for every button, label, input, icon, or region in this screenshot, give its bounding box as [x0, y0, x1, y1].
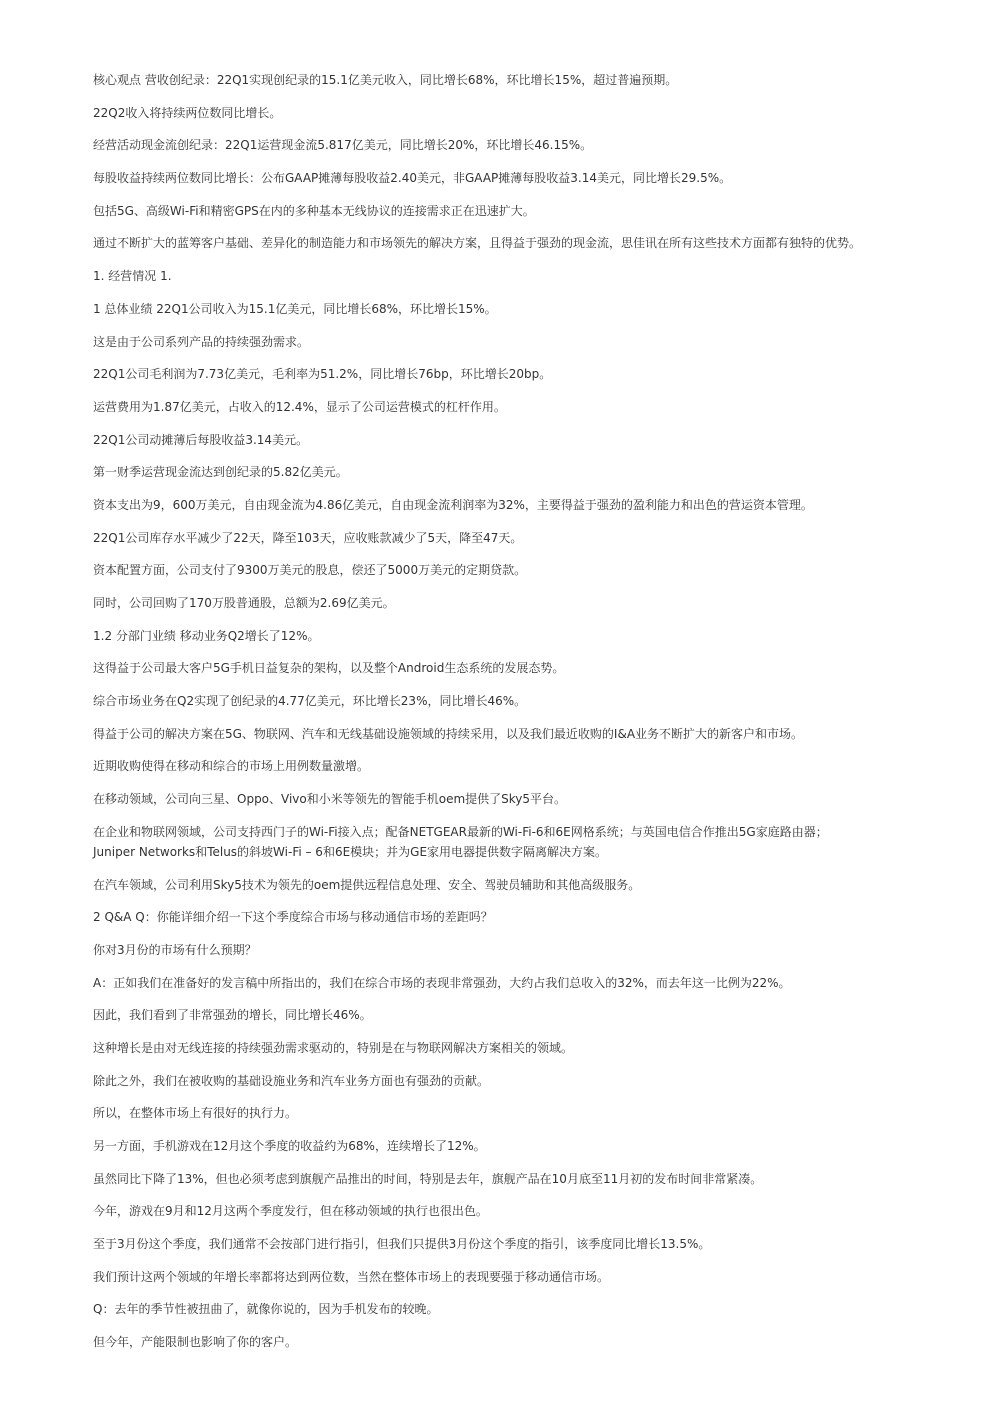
paragraph-25: 在汽车领域，公司利用Sky5技术为领先的oem提供远程信息处理、安全、驾驶员辅助和其他高级服务。 — [93, 877, 641, 892]
paragraph-38: Q：去年的季节性被扭曲了，就像你说的，因为手机发布的较晚。 — [93, 1302, 439, 1317]
paragraph-21: 得益于公司的解决方案在5G、物联网、汽车和无线基础设施领域的持续采用，以及我们最近收购的I&A业务不断扩大的新客户和市场。 — [93, 726, 804, 741]
paragraph-34: 虽然同比下降了13%，但也必须考虑到旗舰产品推出的时间，特别是去年，旗舰产品在10月底至11月初的发布时间非常紧凑。 — [93, 1171, 763, 1186]
paragraph-5: 包括5G、高级Wi-Fi和精密GPS在内的多种基本无线协议的连接需求正在迅速扩大。 — [93, 203, 535, 218]
paragraph-27: 你对3月份的市场有什么预期？ — [93, 942, 257, 957]
paragraph-33: 另一方面，手机游戏在12月这个季度的收益约为68%，连续增长了12%。 — [93, 1139, 486, 1153]
paragraph-20: 综合市场业务在Q2实现了创纪录的4.77亿美元，环比增长23%，同比增长46%。 — [93, 694, 527, 709]
paragraph-16: 资本配置方面，公司支付了9300万美元的股息，偿还了5000万美元的定期贷款。 — [93, 563, 527, 578]
paragraph-11: 运营费用为1.87亿美元，占收入的12.4%，显示了公司运营模式的杠杆作用。 — [93, 399, 506, 414]
section-heading-qa: 2 Q&A Q：你能详细介绍一下这个季度综合市场与移动通信市场的差距吗？ — [93, 910, 493, 925]
paragraph-12: 22Q1公司动摊薄后每股收益3.14美元。 — [93, 432, 309, 447]
paragraph-29: 因此，我们看到了非常强劲的增长，同比增长46%。 — [93, 1008, 372, 1023]
paragraph-9: 这是由于公司系列产品的持续强劲需求。 — [93, 334, 310, 349]
paragraph-23: 在移动领域，公司向三星、Oppo、Vivo和小米等领先的智能手机oem提供了Sky5平台。 — [93, 792, 567, 807]
paragraph-36: 至于3月份这个季度，我们通常不会按部门进行指引，但我们只提供3月份这个季度的指引，该季度同比增长13.5%。 — [93, 1237, 711, 1252]
paragraph-24 — [93, 822, 953, 862]
paragraph-4: 每股收益持续两位数同比增长：公布GAAP摊薄每股收益2.40美元，非GAAP摊薄每股收益3.14美元，同比增长29.5%。 — [93, 171, 732, 186]
paragraph-14: 资本支出为9，600万美元，自由现金流为4.86亿美元，自由现金流利润率为32%，主要得益于强劲的盈利能力和出色的营运资本管理。 — [93, 497, 813, 512]
paragraph-31: 除此之外，我们在被收购的基础设施业务和汽车业务方面也有强劲的贡献。 — [93, 1073, 490, 1088]
paragraph-35: 今年，游戏在9月和12月这两个季度发行，但在移动领域的执行也很出色。 — [93, 1204, 488, 1219]
section-heading-1-2: 1.2 分部门业绩 移动业务Q2增长了12%。 — [93, 628, 320, 643]
paragraph-1: 核心观点 营收创纪录：22Q1实现创纪录的15.1亿美元收入，同比增长68%，环比增长15%，超过普遍预期。 — [93, 73, 678, 87]
paragraph-32: 所以，在整体市场上有很好的执行力。 — [93, 1106, 298, 1121]
paragraph-24-line-2: Juniper Networks和Telus的斜坡Wi-Fi – 6和6E模块；并为GE家用电器提供数字隔离解决方案。 — [93, 844, 608, 859]
paragraph-39: 但今年，产能限制也影响了你的客户。 — [93, 1335, 298, 1350]
paragraph-3: 经营活动现金流创纪录：22Q1运营现金流5.817亿美元，同比增长20%，环比增长46.15%。 — [93, 138, 593, 153]
paragraph-28: A：正如我们在准备好的发言稿中所指出的，我们在综合市场的表现非常强劲，大约占我们总收入的32%，而去年这一比例为22%。 — [93, 975, 791, 990]
paragraph-15: 22Q1公司库存水平减少了22天，降至103天，应收账款减少了5天，降至47天。 — [93, 530, 523, 545]
paragraph-2: 22Q2收入将持续两位数同比增长。 — [93, 105, 282, 120]
paragraph-24-line-1: 在企业和物联网领域，公司支持西门子的Wi-Fi接入点；配备NETGEAR最新的Wi-Fi-6和6E网格系统；与英国电信合作推出5G家庭路由器； — [93, 824, 828, 839]
section-heading-1: 1. 经营情况 1. — [93, 269, 172, 284]
paragraph-30: 这种增长是由对无线连接的持续强劲需求驱动的，特别是在与物联网解决方案相关的领域。 — [93, 1040, 574, 1055]
paragraph-13: 第一财季运营现金流达到创纪录的5.82亿美元。 — [93, 465, 348, 480]
paragraph-22: 近期收购使得在移动和综合的市场上用例数量激增。 — [93, 759, 370, 774]
paragraph-8: 1 总体业绩 22Q1公司收入为15.1亿美元，同比增长68%，环比增长15%。 — [93, 301, 497, 316]
paragraph-37: 我们预计这两个领域的年增长率都将达到两位数，当然在整体市场上的表现要强于移动通信市场。 — [93, 1269, 610, 1284]
paragraph-17: 同时，公司回购了170万股普通股，总额为2.69亿美元。 — [93, 596, 395, 610]
paragraph-6: 通过不断扩大的蓝筹客户基础、差异化的制造能力和市场领先的解决方案，且得益于强劲的现金流，思佳讯在所有这些技术方面都有独特的优势。 — [93, 236, 862, 251]
document-page — [93, 70, 953, 1365]
paragraph-10: 22Q1公司毛利润为7.73亿美元，毛利率为51.2%，同比增长76bp，环比增长20bp。 — [93, 367, 552, 382]
paragraph-19: 这得益于公司最大客户5G手机日益复杂的架构，以及整个Android生态系统的发展态势。 — [93, 661, 565, 676]
